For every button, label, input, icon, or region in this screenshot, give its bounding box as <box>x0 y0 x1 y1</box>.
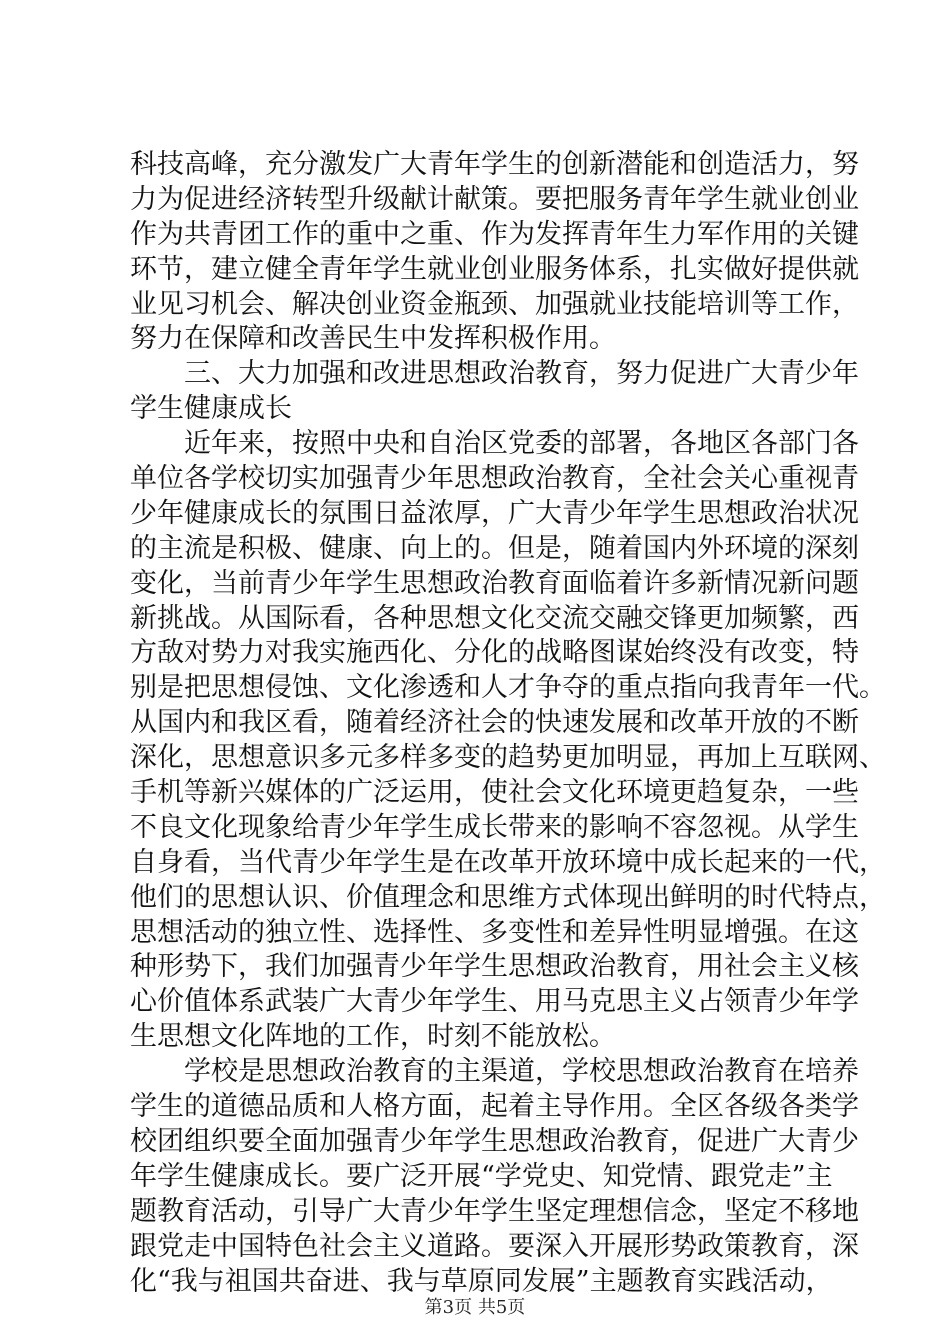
text-line: 种形势下，我们加强青少年学生思想政治教育，用社会主义核 <box>130 951 859 983</box>
text-line: 心价值体系武装广大青少年学生、用马克思主义占领青少年学 <box>130 986 859 1018</box>
text-line: 方敌对势力对我实施西化、分化的战略图谋始终没有改变，特 <box>130 637 859 669</box>
text-line: 学校是思想政治教育的主渠道，学校思想政治教育在培养 <box>184 1056 859 1088</box>
text-line: 业见习机会、解决创业资金瓶颈、加强就业技能培训等工作， <box>130 288 859 320</box>
text-line: 单位各学校切实加强青少年思想政治教育，全社会关心重视青 <box>130 463 859 495</box>
text-line: 手机等新兴媒体的广泛运用，使社会文化环境更趋复杂，一些 <box>130 777 859 809</box>
text-line: 的主流是积极、健康、向上的。但是，随着国内外环境的深刻 <box>130 532 859 564</box>
text-line: 近年来，按照中央和自治区党委的部署，各地区各部门各 <box>184 428 859 460</box>
text-line: 别是把思想侵蚀、文化渗透和人才争夺的重点指向我青年一代。 <box>130 672 886 704</box>
document-body <box>130 148 886 1299</box>
text-line: 化“我与祖国共奋进、我与草原同发展”主题教育实践活动， <box>130 1265 833 1297</box>
text-line: 自身看，当代青少年学生是在改革开放环境中成长起来的一代， <box>130 846 886 878</box>
text-line: 新挑战。从国际看，各种思想文化交流交融交锋更加频繁，西 <box>130 602 859 634</box>
text-line: 题教育活动，引导广大青少年学生坚定理想信念，坚定不移地 <box>130 1195 859 1227</box>
text-line: 作为共青团工作的重中之重、作为发挥青年生力军作用的关键 <box>130 218 859 250</box>
page-footer: 第3页 共5页 <box>424 1297 526 1318</box>
text-line: 环节，建立健全青年学生就业创业服务体系，扎实做好提供就 <box>130 253 859 285</box>
text-line: 校团组织要全面加强青少年学生思想政治教育，促进广大青少 <box>130 1125 859 1157</box>
text-line: 变化，当前青少年学生思想政治教育面临着许多新情况新问题 <box>130 567 859 599</box>
text-line: 努力在保障和改善民生中发挥积极作用。 <box>130 323 616 355</box>
text-line: 思想活动的独立性、选择性、多变性和差异性明显增强。在这 <box>130 916 859 948</box>
text-line: 深化，思想意识多元多样多变的趋势更加明显，再加上互联网、 <box>130 742 886 774</box>
text-line: 从国内和我区看，随着经济社会的快速发展和改革开放的不断 <box>130 707 859 739</box>
text-line: 生思想文化阵地的工作，时刻不能放松。 <box>130 1021 616 1053</box>
text-line: 跟党走中国特色社会主义道路。要深入开展形势政策教育，深 <box>130 1230 859 1262</box>
text-line: 学生健康成长 <box>130 393 292 425</box>
text-line: 不良文化现象给青少年学生成长带来的影响不容忽视。从学生 <box>130 811 859 843</box>
text-line: 学生的道德品质和人格方面，起着主导作用。全区各级各类学 <box>130 1091 859 1123</box>
text-line: 年学生健康成长。要广泛开展“学党史、知党情、跟党走”主 <box>130 1160 833 1192</box>
text-line: 少年健康成长的氛围日益浓厚，广大青少年学生思想政治状况 <box>130 497 859 529</box>
text-line: 三、大力加强和改进思想政治教育，努力促进广大青少年 <box>184 358 859 390</box>
text-line: 科技高峰，充分激发广大青年学生的创新潜能和创造活力，努 <box>130 149 859 180</box>
text-line: 力为促进经济转型升级献计献策。要把服务青年学生就业创业 <box>130 183 859 215</box>
text-line: 他们的思想认识、价值理念和思维方式体现出鲜明的时代特点， <box>130 881 886 913</box>
